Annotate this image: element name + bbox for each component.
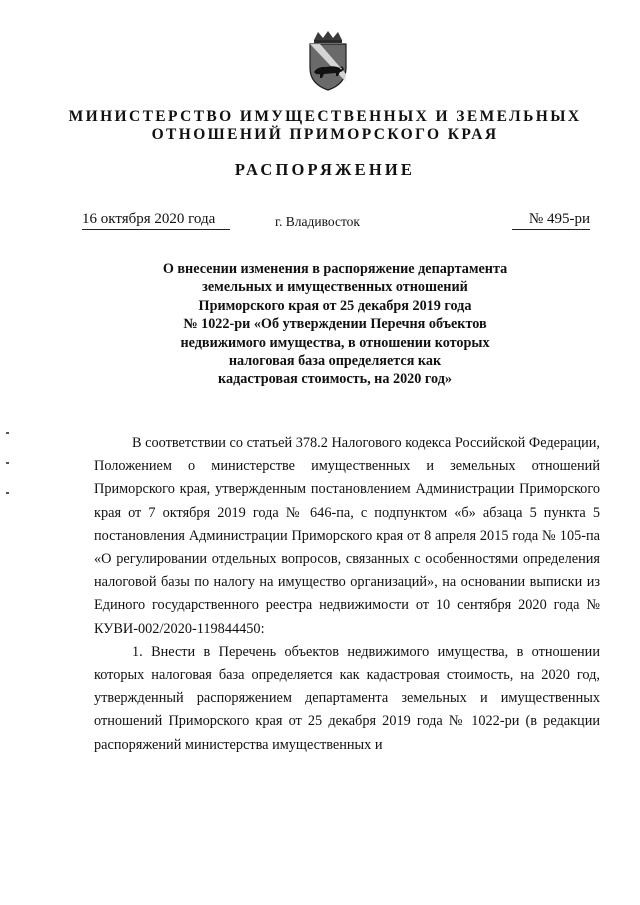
- document-date: 16 октября 2020 года: [82, 211, 230, 230]
- subject-line: налоговая база определяется как: [228, 353, 442, 370]
- subject-line: № 1022-ри «Об утверждении Перечня объектов: [183, 316, 487, 333]
- ministry-name-line2: ОТНОШЕНИЙ ПРИМОРСКОГО КРАЯ: [151, 126, 499, 143]
- document-subject: [130, 260, 540, 389]
- coat-of-arms-icon: [304, 30, 352, 92]
- subject-line: земельных и имущественных отношений: [202, 279, 468, 296]
- subject-line: недвижимого имущества, в отношении которых: [180, 334, 490, 351]
- body-paragraph-2: 1. Внести в Перечень объектов недвижимого имущества, в отношении которых налоговая база определяется как кадастровая стоимость, на 2020 год, утвержденный распоряжением департамента земельных и имущественных отношений Приморского края от 25 декабря 2019 года № 1022-ри (в редакции распоряжений министерства имущественных и: [94, 643, 600, 753]
- document-number: № 495-ри: [512, 211, 590, 230]
- document-city: г. Владивосток: [275, 214, 360, 229]
- body-paragraph-1: В соответствии со статьей 378.2 Налогового кодекса Российской Федерации, Положением о министерстве имущественных и земельных отношений Приморского края, утвержденным постановлением Администрации Приморского края от 7 октября 2019 года № 646-па, с подпунктом «б» абзаца 5 пункта 5 постановления Администрации Приморского края от 8 апреля 2015 года № 105-па «О регулировании отдельных вопросов, связанных с особенностями определения налоговой базы по налогу на имущество организаций», на основании выписки из Единого государственного реестра недвижимости от 10 сентября 2020 года № КУВИ-002/2020-119844450:: [94, 435, 600, 637]
- subject-line: Приморского края от 25 декабря 2019 года: [198, 297, 472, 314]
- document-type-title: РАСПОРЯЖЕНИЕ: [234, 160, 416, 179]
- ministry-name-line1: МИНИСТЕРСТВО ИМУЩЕСТВЕННЫХ И ЗЕМЕЛЬНЫХ: [68, 108, 582, 125]
- scan-edge-mark: [6, 462, 9, 464]
- scan-edge-mark: [6, 432, 9, 434]
- scan-edge-mark: [6, 492, 9, 494]
- document-body: [94, 432, 600, 757]
- subject-line: кадастровая стоимость, на 2020 год»: [218, 371, 452, 388]
- subject-line: О внесении изменения в распоряжение департамента: [162, 261, 508, 277]
